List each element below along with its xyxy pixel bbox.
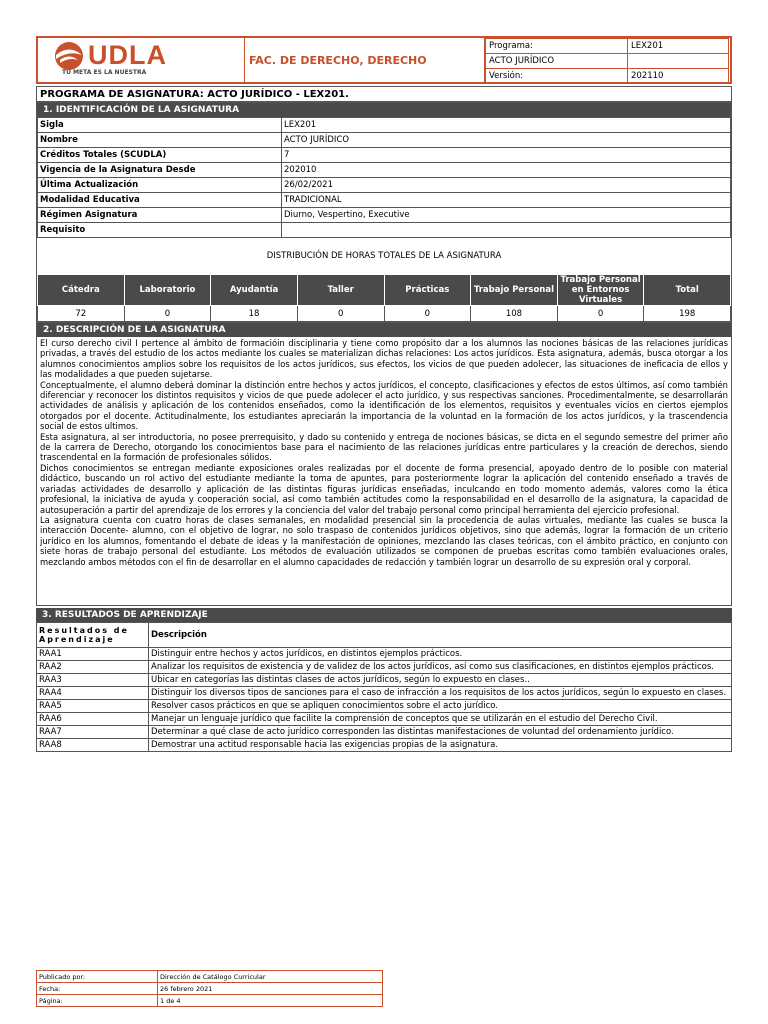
table-row: [38, 148, 731, 163]
hours-distribution-title: DISTRIBUCIÓN DE HORAS TOTALES DE LA ASIGNATURA: [266, 251, 502, 261]
hours-value: 18: [211, 306, 298, 323]
footer-row: [37, 971, 383, 983]
field-value: 202010: [282, 163, 731, 178]
meta-row: [486, 39, 729, 54]
footer-value: Dirección de Catálogo Curricular: [158, 971, 383, 983]
logo-wordmark: UDLA: [88, 40, 167, 70]
hours-header: Trabajo Personal en Entornos Virtuales: [557, 275, 644, 306]
table-row: [37, 674, 732, 687]
table-row: [38, 223, 731, 238]
field-value: Diurno, Vespertino, Executive: [282, 208, 731, 223]
hours-header: Prácticas: [384, 275, 471, 306]
footer-label: Página:: [37, 995, 158, 1007]
outcome-code: RAA2: [37, 661, 149, 674]
table-row: [38, 178, 731, 193]
section-identification: [36, 102, 732, 322]
field-value: 26/02/2021: [282, 178, 731, 193]
table-row: [37, 687, 732, 700]
outcome-code: RAA7: [37, 726, 149, 739]
column-header: Resultados de Aprendizaje: [37, 623, 149, 648]
hours-table: [37, 274, 731, 323]
table-row: [37, 713, 732, 726]
meta-value: [628, 54, 729, 69]
field-label: Vigencia de la Asignatura Desde: [38, 163, 282, 178]
table-row: [37, 661, 732, 674]
meta-row: [486, 54, 729, 69]
outcome-code: RAA8: [37, 739, 149, 752]
hours-header-row: [38, 275, 731, 306]
outcome-description: Ubicar en categorías las distintas clases de actos jurídicos, según lo expuesto en clases..: [149, 674, 732, 687]
hours-header: Ayudantía: [211, 275, 298, 306]
hours-value: 198: [644, 306, 731, 323]
section-title: 2. DESCRIPCIÓN DE LA ASIGNATURA: [37, 323, 731, 337]
hours-value: 0: [297, 306, 384, 323]
table-row: [38, 193, 731, 208]
column-header: Descripción: [149, 623, 732, 648]
field-label: Créditos Totales (SCUDLA): [38, 148, 282, 163]
outcome-description: Analizar los requisitos de existencia y de validez de los actos jurídicos, así como sus clasificaciones, en distintos ejemplos prácticos.: [149, 661, 732, 674]
table-row: [37, 739, 732, 752]
hours-header: Trabajo Personal: [471, 275, 558, 306]
hours-value: 0: [124, 306, 211, 323]
hours-value: 72: [38, 306, 125, 323]
identification-table: [37, 117, 731, 238]
section-learning-outcomes: [36, 608, 732, 752]
section-title: 3. RESULTADOS DE APRENDIZAJE: [36, 608, 732, 622]
outcome-code: RAA4: [37, 687, 149, 700]
table-row: [38, 133, 731, 148]
program-meta-table: [485, 38, 729, 84]
hours-header: Cátedra: [38, 275, 125, 306]
outcome-code: RAA6: [37, 713, 149, 726]
field-label: Régimen Asignatura: [38, 208, 282, 223]
outcome-description: Distinguir entre hechos y actos jurídicos, en distintos ejemplos prácticos.: [149, 648, 732, 661]
hours-value: 0: [384, 306, 471, 323]
outcome-description: Determinar a qué clase de acto jurídico corresponden las distintas manifestaciones de voluntad del ordenamiento jurídico.: [149, 726, 732, 739]
footer-row: [37, 983, 383, 995]
outcome-code: RAA3: [37, 674, 149, 687]
meta-label: Programa:: [486, 39, 628, 54]
table-row: [38, 163, 731, 178]
table-row: [38, 208, 731, 223]
outcome-description: Manejar un lenguaje jurídico que facilite la comprensión de conceptos que se utilizarán en el estudio del Derecho Civil.: [149, 713, 732, 726]
outcome-code: RAA5: [37, 700, 149, 713]
table-row: [37, 726, 732, 739]
field-label: Sigla: [38, 118, 282, 133]
meta-label: Versión:: [486, 69, 628, 84]
hours-value-row: [38, 306, 731, 323]
program-title: PROGRAMA DE ASIGNATURA: ACTO JURÍDICO - LEX201.: [36, 86, 732, 102]
description-body: [37, 337, 731, 568]
field-label: Requisito: [38, 223, 282, 238]
footer-row: [37, 995, 383, 1007]
meta-value: LEX201: [628, 39, 729, 54]
field-value: [282, 223, 731, 238]
logo-tagline: TU META ES LA NUESTRA: [62, 69, 147, 76]
hours-value: 0: [557, 306, 644, 323]
outcome-description: Resolver casos prácticos en que se apliquen conocimientos sobre el acto jurídico.: [149, 700, 732, 713]
table-header-row: [37, 623, 732, 648]
footer-label: Publicado por:: [37, 971, 158, 983]
footer-value: 1 de 4: [158, 995, 383, 1007]
outcome-description: Distinguir los diversos tipos de sanciones para el caso de infracción a los requisitos de los actos jurídicos, según lo expuesto en clases.: [149, 687, 732, 700]
udla-logo: [38, 38, 245, 82]
field-label: Modalidad Educativa: [38, 193, 282, 208]
field-value: 7: [282, 148, 731, 163]
footer-value: 26 febrero 2021: [158, 983, 383, 995]
faculty-title: FAC. DE DERECHO, DERECHO: [245, 38, 485, 82]
outcome-description: Demostrar una actitud responsable hacia las exigencias propias de la asignatura.: [149, 739, 732, 752]
outcome-code: RAA1: [37, 648, 149, 661]
table-row: [37, 700, 732, 713]
description-paragraph: El curso derecho civil I pertence al ámbito de formacióin disciplinaria y tiene como propósito dar a los alumnos las nociones básicas de las relaciones jurídicas privadas, a través del estudio de los actos mediante los cuales se materializan dichas relaciones: Los actos jurídicos. Esta asignatura, además, busca otorgar a los alumnos conocimientos amplios sobre los requisitos de los actos jurídicos, sus efectos, los vicios de que pueden adolecer, las situaciones de ineficacia de ellos y las modalidades a que pueden sujetarse.: [40, 338, 728, 380]
field-label: Última Actualización: [38, 178, 282, 193]
description-paragraph: La asignatura cuenta con cuatro horas de clases semanales, en modalidad presencial sin la procedencia de aulas virtuales, mediante las cuales se busca la interacción Docente- alumno, con el objetivo de lograr, no solo traspaso de contenidos jurídicos objetivos, sino que además, lograr la formación de un criterio jurídico en los alumnos, fomentando el debate de ideas y la manifestación de opiniones, mezclando las clases teóricas, con el ámbito práctico, en conjunto con siete horas de trabajo personal del estudiante. Los métodos de evaluación utilizados se componen de pruebas escritas como también evaluaciones orales, mezclando ambos métodos con el fin de desarrollar en el alumno capacidades de redacción y también lograr un desarrollo de su expresión oral y corporal.: [40, 514, 728, 567]
field-value: ACTO JURÍDICO: [282, 133, 731, 148]
table-row: [38, 118, 731, 133]
description-paragraph: Esta asignatura, al ser introductoria, no posee prerrequisito, y dado su contenido y entrega de nociones básicas, se dicta en el segundo semestre del primer año de la carrera de Derecho, otorgando los conocimientos base para el nacimiento de las relaciones jurídicas entre particulares y la creación de derechos, siendo trascendental en la formación de profesionales sólidos.: [40, 431, 728, 463]
description-paragraph: Conceptualmente, el alumno deberá dominar la distinción entre hechos y actos jurídicos, el concepto, clasificaciones y efectos de estos últimos, así como también diferenciar y reconocer los distintos requisitos y vicios de que puede adolecer el acto jurídico, y sus respectivas sanciones. Procedimentalmente, se desarrollarán actividades de análisis y aplicación de los contenidos enseñados, como la identificación de los elementos, requisitos y eventuales vicios en ciertos ejemplos otorgados por el docente. Actitudinalmente, los estudiantes apreciarán la importancia de la voluntad en la formación de los actos jurídicos, y la trascendencia social de estos ultimos.: [40, 379, 728, 432]
section-description: [36, 322, 732, 606]
hours-header: Total: [644, 275, 731, 306]
publication-footer: [36, 970, 383, 1007]
learning-outcomes-table: [36, 622, 732, 752]
field-value: LEX201: [282, 118, 731, 133]
meta-value: 202110: [628, 69, 729, 84]
field-label: Nombre: [38, 133, 282, 148]
table-row: [37, 648, 732, 661]
field-value: TRADICIONAL: [282, 193, 731, 208]
meta-row: [486, 69, 729, 84]
hours-header: Taller: [297, 275, 384, 306]
hours-header: Laboratorio: [124, 275, 211, 306]
meta-label: ACTO JURÍDICO: [486, 54, 628, 69]
hours-value: 108: [471, 306, 558, 323]
footer-label: Fecha:: [37, 983, 158, 995]
description-paragraph: Dichos conocimientos se entregan mediante exposiciones orales realizadas por el docente de forma presencial, apoyado dentro de lo posible con material didáctico, buscando un rol activo del estudiante mediante la toma de apuntes, para posteriormente lograr la aplicación del contenido enseñado a través de variadas actividades de desarrollo y aplicación de las distintas figuras jurídicas enseñadas, inculcando en todo momento además, valores como la ética profesional, la iniciativa de ayuda y cooperación social, así como también actitudes como la responsabilidad en el desarrollo de la asignatura, la capacidad de autosuperación a partir del aprendizaje de los errores y la conciencia del valor del trabajo personal como principal herramienta del ejercicio profesional.: [40, 462, 728, 515]
section-title: 1. IDENTIFICACIÓN DE LA ASIGNATURA: [37, 103, 731, 117]
